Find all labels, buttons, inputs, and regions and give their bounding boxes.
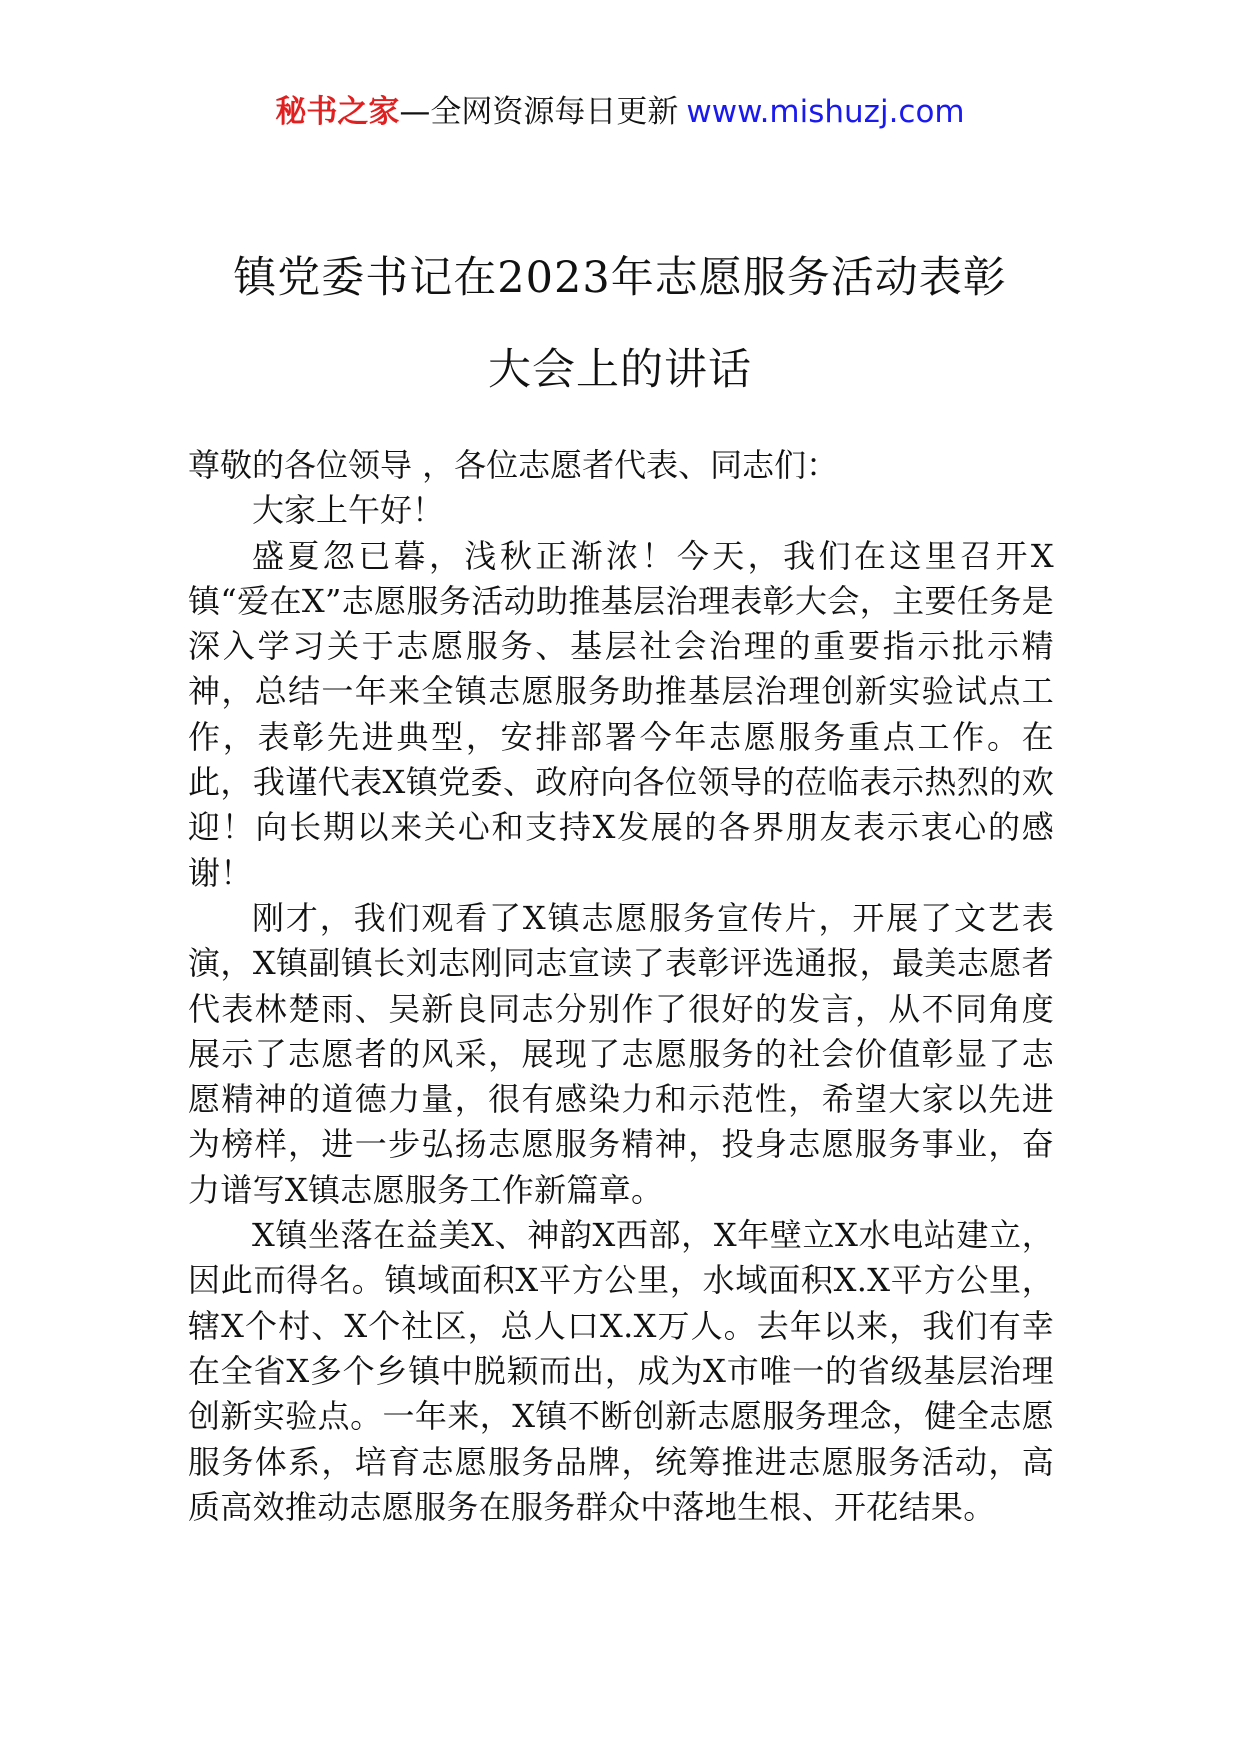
salutation: 尊敬的各位领导 ，各位志愿者代表、同志们： — [188, 446, 839, 484]
site-header — [0, 92, 1240, 132]
site-tagline: —全网资源每日更新 — [399, 94, 679, 130]
title-line-2: 大会上的讲话 — [488, 345, 752, 395]
document-title — [150, 232, 1090, 416]
paragraph-2: 刚才，我们观看了X镇志愿服务宣传片，开展了文艺表演，X镇副镇长刘志刚同志宣读了表彰评选通报，最美志愿者代表林楚雨、吴新良同志分别作了很好的发言，从不同角度展示了志愿者的风采，展现了志愿服务的社会价值彰显了志愿精神的道德力量，很有感染力和示范性，希望大家以先进为榜样，进一步弘扬志愿服务精神，投身志愿服务事业，奋力谱写X镇志愿服务工作新篇章。 — [188, 898, 1054, 1209]
greeting: 大家上午好！ — [252, 491, 445, 530]
document-body — [188, 443, 1054, 1530]
site-url-link[interactable]: www.mishuzj.com — [686, 94, 965, 130]
title-line-1: 镇党委书记在2023年志愿服务活动表彰 — [233, 253, 1007, 303]
paragraph-3: X镇坐落在益美X、神韵X西部，X年壁立X水电站建立，因此而得名。镇域面积X平方公里，水域面积X.X平方公里，辖X个村、X个社区，总人口X.X万人。去年以来，我们有幸在全省X多个乡镇中脱颖而出，成为X市唯一的省级基层治理创新实验点。一年来，X镇不断创新志愿服务理念，健全志愿服务体系，培育志愿服务品牌，统筹推进志愿服务活动，高质高效推动志愿服务在服务群众中落地生根、开花结果。 — [188, 1216, 1054, 1526]
paragraph-1: 盛夏忽已暮，浅秋正渐浓！今天，我们在这里召开X镇“爱在X”志愿服务活动助推基层治理表彰大会，主要任务是深入学习关于志愿服务、基层社会治理的重要指示批示精神，总结一年来全镇志愿服务助推基层治理创新实验试点工作，表彰先进典型，安排部署今年志愿服务重点工作。在此，我谨代表X镇党委、政府向各位领导的莅临表示热烈的欢迎！向长期以来关心和支持X发展的各界朋友表示衷心的感谢！ — [188, 536, 1054, 892]
site-brand: 秘书之家 — [275, 94, 400, 130]
